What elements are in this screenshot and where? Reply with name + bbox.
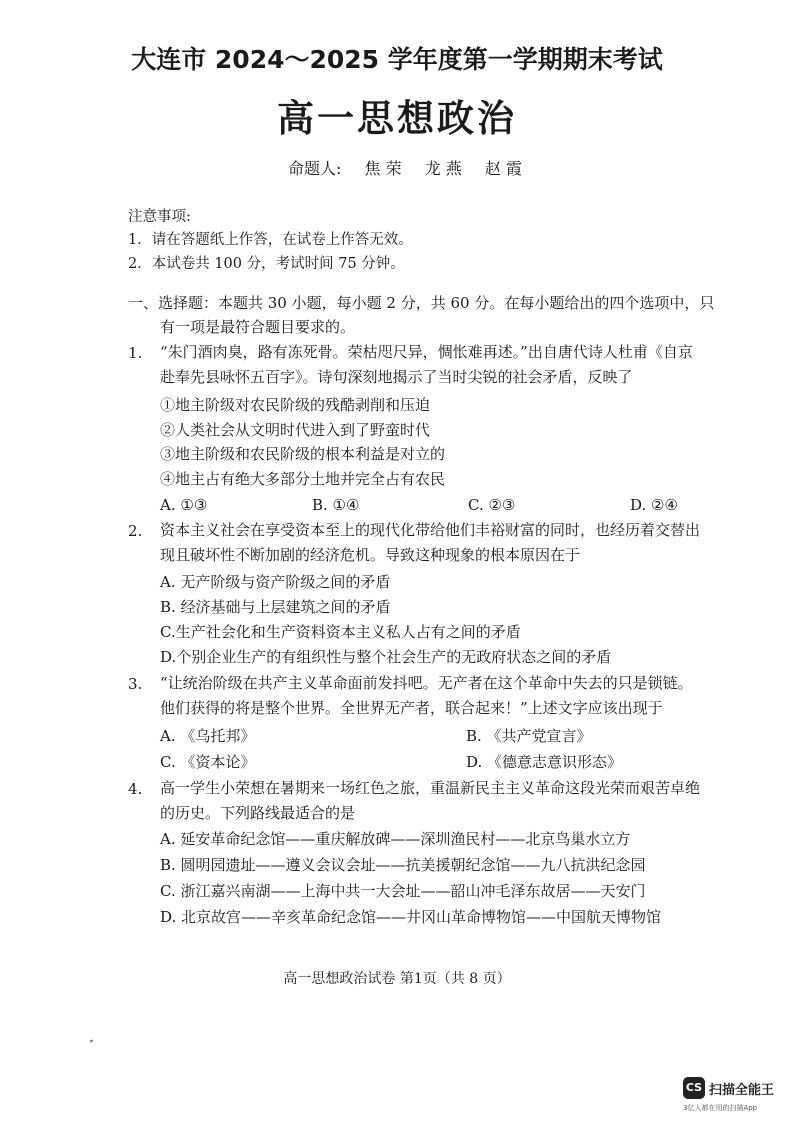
option-c: C. ②③ <box>468 496 516 514</box>
scan-speck <box>90 1039 94 1042</box>
option-b: B. 经济基础与上层建筑之间的矛盾 <box>160 598 391 616</box>
option-d: D. 《德意志意识形态》 <box>466 753 623 771</box>
question-stem: 他们获得的将是整个世界。全世界无产者，联合起来！”上述文字应该出现于 <box>160 699 663 717</box>
option-b: B. ①④ <box>312 496 360 514</box>
statement-item: ②人类社会从文明时代进入到了野蛮时代 <box>160 421 431 439</box>
question-number: 4. <box>128 780 143 798</box>
authors-label: 命题人: <box>288 159 342 178</box>
question-stem: 现且破坏性不断加剧的经济危机。导致这种现象的根本原因在于 <box>160 546 581 564</box>
option-c: C. 《资本论》 <box>160 753 256 771</box>
exam-title: 大连市 2024～2025 学年度第一学期期末考试 <box>131 45 663 74</box>
question-stem: 的历史。下列路线最适合的是 <box>160 804 356 822</box>
option-b: B. 圆明园遗址——遵义会议会址——抗美援朝纪念馆——九八抗洪纪念园 <box>160 856 646 874</box>
scanner-logo-icon: CS <box>683 1077 705 1099</box>
author-name: 焦 荣 <box>364 159 402 178</box>
authors-line <box>288 156 540 179</box>
section-instruction: 有一项是最符合题目要求的。 <box>160 318 356 336</box>
question-stem: “朱门酒肉臭，路有冻死骨。荣枯咫尺异，惆怅难再述。”出自唐代诗人杜甫《自京 <box>160 343 693 361</box>
section-instruction: 一、选择题：本题共 30 小题，每小题 2 分，共 60 分。在每小题给出的四个选项中，只 <box>128 294 715 312</box>
option-c: C. 浙江嘉兴南湖——上海中共一大会址——韶山冲毛泽东故居——天安门 <box>160 882 646 900</box>
notice-item: 2．本试卷共 100 分，考试时间 75 分钟。 <box>128 256 405 272</box>
option-b: B. 《共产党宣言》 <box>466 727 592 745</box>
author-name: 赵 霞 <box>484 159 522 178</box>
question-number: 2. <box>128 522 143 540</box>
statement-item: ③地主阶级和农民阶级的根本利益是对立的 <box>160 445 446 463</box>
author-name: 龙 燕 <box>424 159 462 178</box>
option-a: A. 延安革命纪念馆——重庆解放碑——深圳渔民村——北京鸟巢水立方 <box>160 830 631 848</box>
question-number: 3. <box>128 675 143 693</box>
scanner-tagline: 3亿人都在用的扫描App <box>683 1104 758 1112</box>
option-d: D.个别企业生产的有组织性与整个社会生产的无政府状态之间的矛盾 <box>160 648 612 666</box>
question-stem: 赴奉先县咏怀五百字》。诗句深刻地揭示了当时尖锐的社会矛盾，反映了 <box>160 368 633 386</box>
scanner-app-name: 扫描全能王 <box>709 1083 775 1098</box>
question-stem: “让统治阶级在共产主义革命面前发抖吧。无产者在这个革命中失去的只是锁链。 <box>160 674 693 692</box>
notice-item: 1．请在答题纸上作答，在试卷上作答无效。 <box>128 232 413 248</box>
option-d: D. 北京故宫——辛亥革命纪念馆——井冈山革命博物馆——中国航天博物馆 <box>160 908 662 926</box>
option-a: A. ①③ <box>160 496 208 514</box>
subject-title: 高一思想政治 <box>277 97 517 140</box>
statement-item: ①地主阶级对农民阶级的残酷剥削和压迫 <box>160 396 431 414</box>
scanner-watermark <box>683 1077 783 1117</box>
question-stem: 资本主义社会在享受资本至上的现代化带给他们丰裕财富的同时，也经历着交替出 <box>160 521 701 539</box>
option-a: A. 《乌托邦》 <box>160 727 256 745</box>
option-c: C.生产社会化和生产资料资本主义私人占有之间的矛盾 <box>160 623 521 641</box>
option-a: A. 无产阶级与资产阶级之间的矛盾 <box>160 573 391 591</box>
question-number: 1. <box>128 344 143 362</box>
question-stem: 高一学生小荣想在暑期来一场红色之旅，重温新民主主义革命这段光荣而艰苦卓绝 <box>160 779 701 797</box>
statement-item: ④地主占有绝大多部分土地并完全占有农民 <box>160 470 446 488</box>
page-footer: 高一思想政治试卷 第1页（共 8 页） <box>283 971 511 987</box>
notice-heading: 注意事项: <box>128 209 191 225</box>
option-d: D. ②④ <box>630 496 678 514</box>
